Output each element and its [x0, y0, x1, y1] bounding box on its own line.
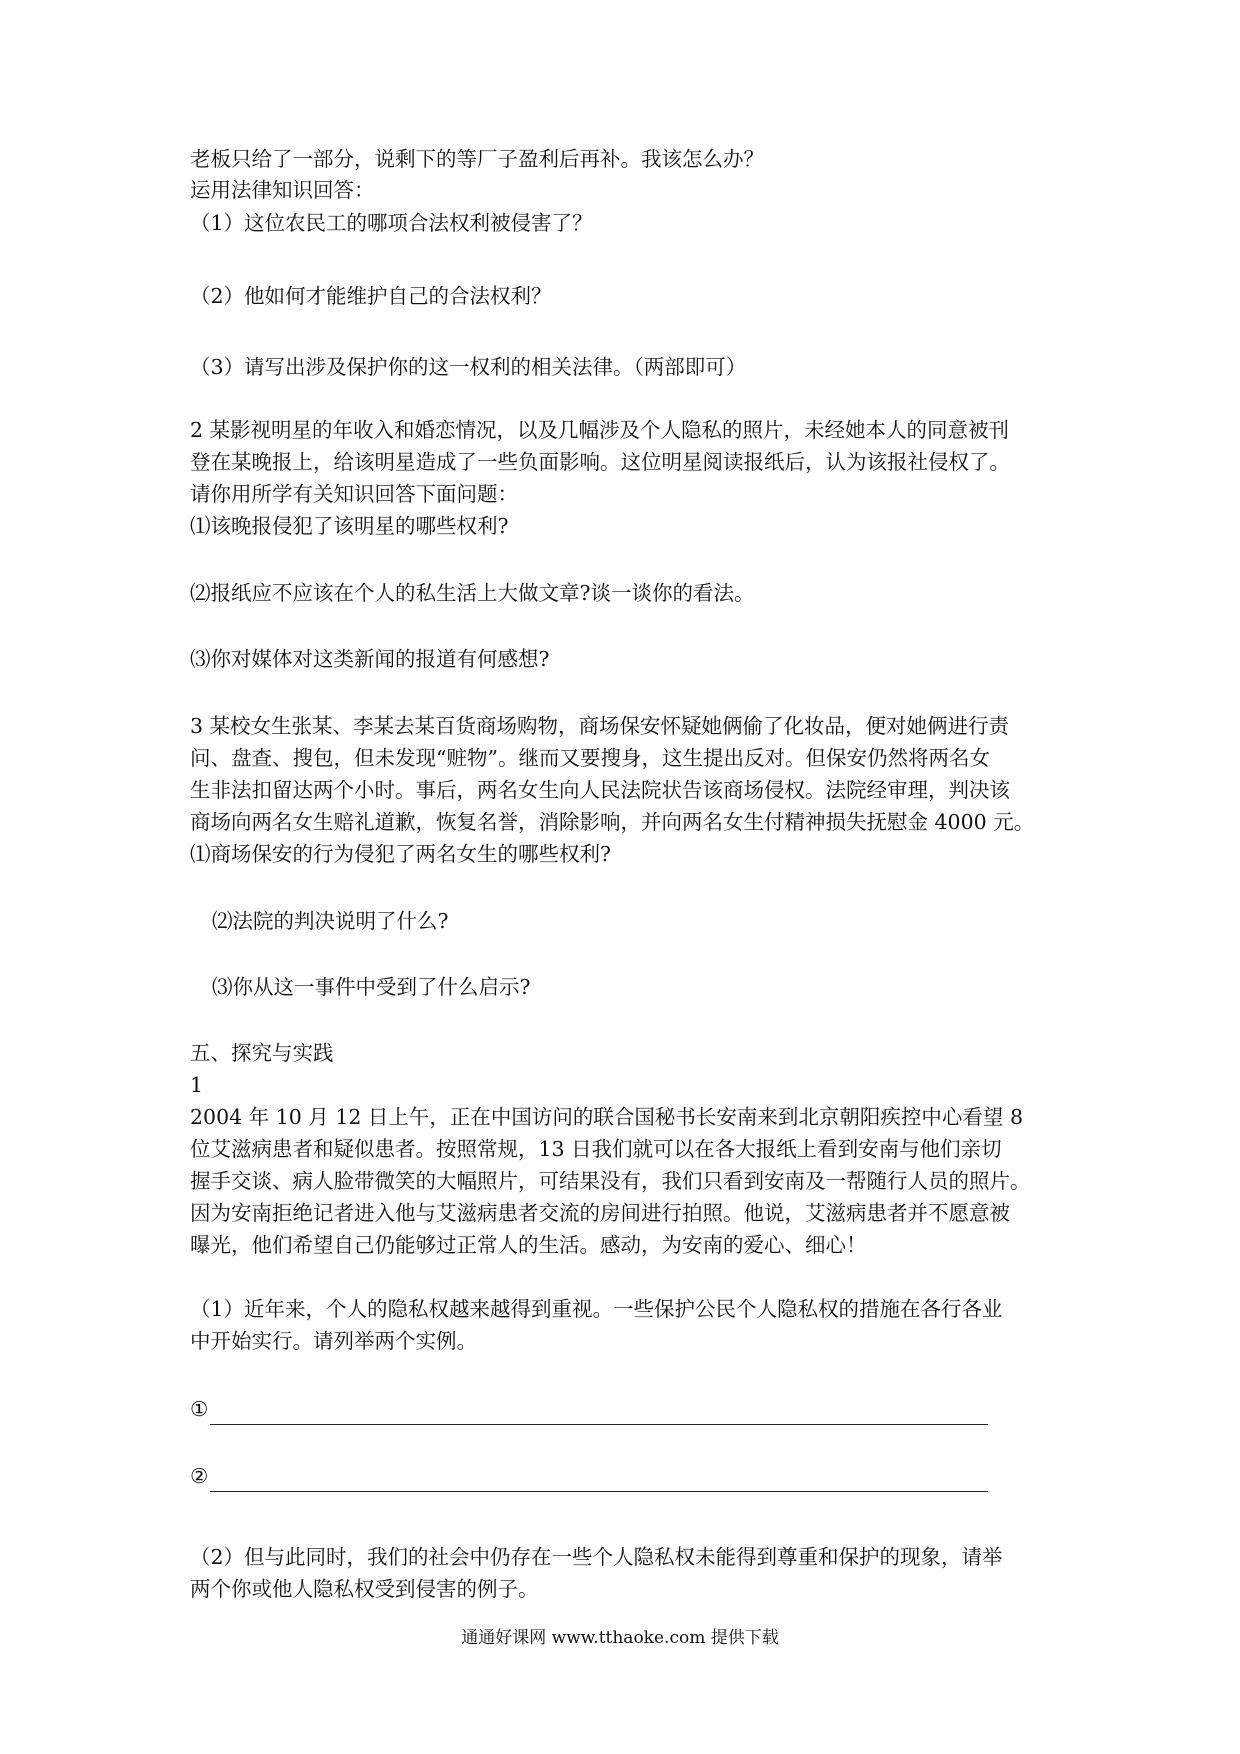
underline-rule	[210, 1469, 988, 1492]
text-line: 两个你或他人隐私权受到侵害的例子。	[190, 1577, 539, 1601]
answer-blank-line[interactable]	[190, 1393, 988, 1425]
blank-marker: ②	[190, 1464, 209, 1488]
text-line: 2004 年 10 月 12 日上午，正在中国访问的联合国秘书长安南来到北京朝阳疾控中心看望 8	[190, 1105, 1023, 1129]
text-line: 问、盘查、搜包，但未发现“赃物”。继而又要搜身，这生提出反对。但保安仍然将两名女	[190, 746, 990, 770]
text-line: 2 某影视明星的年收入和婚恋情况，以及几幅涉及个人隐私的照片，未经她本人的同意被刊	[190, 418, 1010, 442]
answer-blank-line[interactable]	[190, 1460, 988, 1492]
text-line: 五、探究与实践	[190, 1041, 334, 1065]
text-line: 登在某晚报上，给该明星造成了一些负面影响。这位明星阅读报纸后，认为该报社侵权了。	[190, 450, 1010, 474]
text-line: （2）他如何才能维护自己的合法权利？	[190, 284, 552, 308]
page-footer: 通通好课网 www.tthaoke.com 提供下载	[461, 1628, 779, 1648]
text-line: ⑶你对媒体对这类新闻的报道有何感想?	[190, 647, 550, 671]
text-line: 握手交谈、病人脸带微笑的大幅照片，可结果没有，我们只看到安南及一帮随行人员的照片。	[190, 1169, 1031, 1193]
text-line: 老板只给了一部分，说剩下的等厂子盈利后再补。我该怎么办？	[190, 147, 764, 171]
text-line: 商场向两名女生赔礼道歉，恢复名誉，消除影响，并向两名女生付精神损失抚慰金 4000 元。	[190, 810, 1035, 834]
text-line: ⑵法院的判决说明了什么?	[212, 909, 449, 933]
text-line: （2）但与此同时，我们的社会中仍存在一些个人隐私权未能得到尊重和保护的现象，请举	[190, 1545, 1003, 1569]
text-line: 请你用所学有关知识回答下面问题：	[190, 482, 518, 506]
text-line: 曝光，他们希望自己仍能够过正常人的生活。感动，为安南的爱心、细心！	[190, 1233, 867, 1257]
blank-marker: ①	[190, 1397, 209, 1421]
text-line: 位艾滋病患者和疑似患者。按照常规，13 日我们就可以在各大报纸上看到安南与他们亲切	[190, 1137, 1002, 1161]
text-line: （3）请写出涉及保护你的这一权利的相关法律。（两部即可）	[190, 355, 747, 379]
text-line: ⑴该晚报侵犯了该明星的哪些权利?	[190, 514, 509, 538]
text-line: 生非法扣留达两个小时。事后，两名女生向人民法院状告该商场侵权。法院经审理，判决该	[190, 778, 1010, 802]
text-line: 1	[190, 1073, 204, 1097]
text-line: （1）近年来，个人的隐私权越来越得到重视。一些保护公民个人隐私权的措施在各行各业	[190, 1297, 1003, 1321]
text-line: ⑵报纸应不应该在个人的私生活上大做文章?谈一谈你的看法。	[190, 581, 755, 605]
text-line: 中开始实行。请列举两个实例。	[190, 1329, 477, 1353]
text-line: ⑴商场保安的行为侵犯了两名女生的哪些权利?	[190, 842, 611, 866]
text-line: （1）这位农民工的哪项合法权利被侵害了？	[190, 211, 593, 235]
text-line: 3 某校女生张某、李某去某百货商场购物，商场保安怀疑她俩偷了化妆品，便对她俩进行责	[190, 714, 1010, 738]
underline-rule	[210, 1402, 988, 1425]
text-line: 因为安南拒绝记者进入他与艾滋病患者交流的房间进行拍照。他说，艾滋病患者并不愿意被	[190, 1201, 1010, 1225]
text-line: 运用法律知识回答：	[190, 178, 375, 202]
text-line: ⑶你从这一事件中受到了什么启示?	[212, 975, 531, 999]
